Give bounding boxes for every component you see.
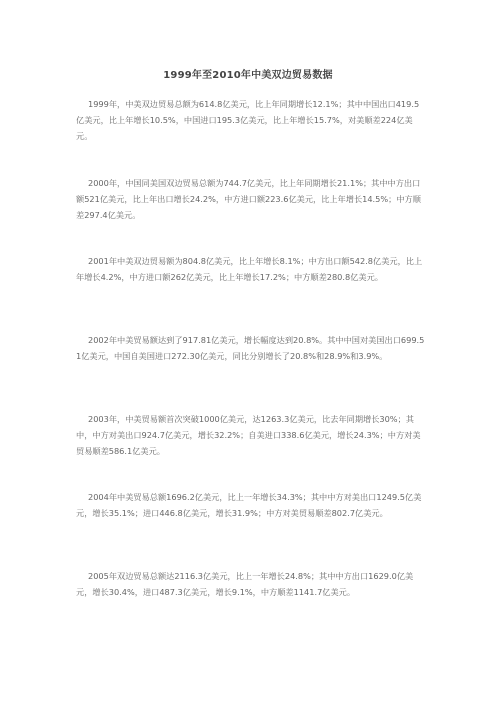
paragraph-2004: 2004年中美贸易总额1696.2亿美元，比上一年增长34.3%；其中中方对美出口1249.5亿美元，增长35.1%；进口446.8亿美元，增长31.9%；中方对美贸易顺差802.7亿美元。 — [76, 492, 422, 518]
document-title: 1999年至2010年中美双边贸易数据 — [163, 70, 333, 81]
paragraph-2000: 2000年，中国同美国双边贸易总额为744.7亿美元，比上年同期增长21.1%；其中中方出口额521亿美元，比上年出口增长24.2%，中方进口额223.6亿美元，比上年增长14.5%；中方顺差297.4亿美元。 — [76, 178, 421, 220]
paragraph-2003: 2003年，中美贸易额首次突破1000亿美元，达1263.3亿美元，比去年同期增长30%；其中，中方对美出口924.7亿美元，增长32.2%；自美进口338.6亿美元，增长24.3%；中方对美贸易顺差586.1亿美元。 — [76, 414, 421, 456]
paragraph-1999: 1999年，中美双边贸易总额为614.8亿美元，比上年同期增长12.1%；其中中国出口419.5亿美元，比上年增长10.5%，中国进口195.3亿美元，比上年增长15.7%，对美顺差224亿美元。 — [76, 99, 420, 141]
paragraph-2001: 2001年中美双边贸易额为804.8亿美元，比上年增长8.1%；中方出口额542.8亿美元，比上年增长4.2%，中方进口额262亿美元，比上年增长17.2%；中方顺差280.8亿美元。 — [76, 256, 423, 282]
paragraph-2005: 2005年双边贸易总额达2116.3亿美元，比上一年增长24.8%；其中中方出口1629.0亿美元，增长30.4%，进口487.3亿美元，增长9.1%，中方顺差1141.7亿美元。 — [76, 571, 414, 597]
paragraph-2002: 2002年中美贸易额达到了917.81亿美元，增长幅度达到20.8%。其中中国对美国出口699.51亿美元，中国自美国进口272.30亿美元，同比分别增长了20.8%和28.9%和3.9%。 — [76, 335, 425, 361]
